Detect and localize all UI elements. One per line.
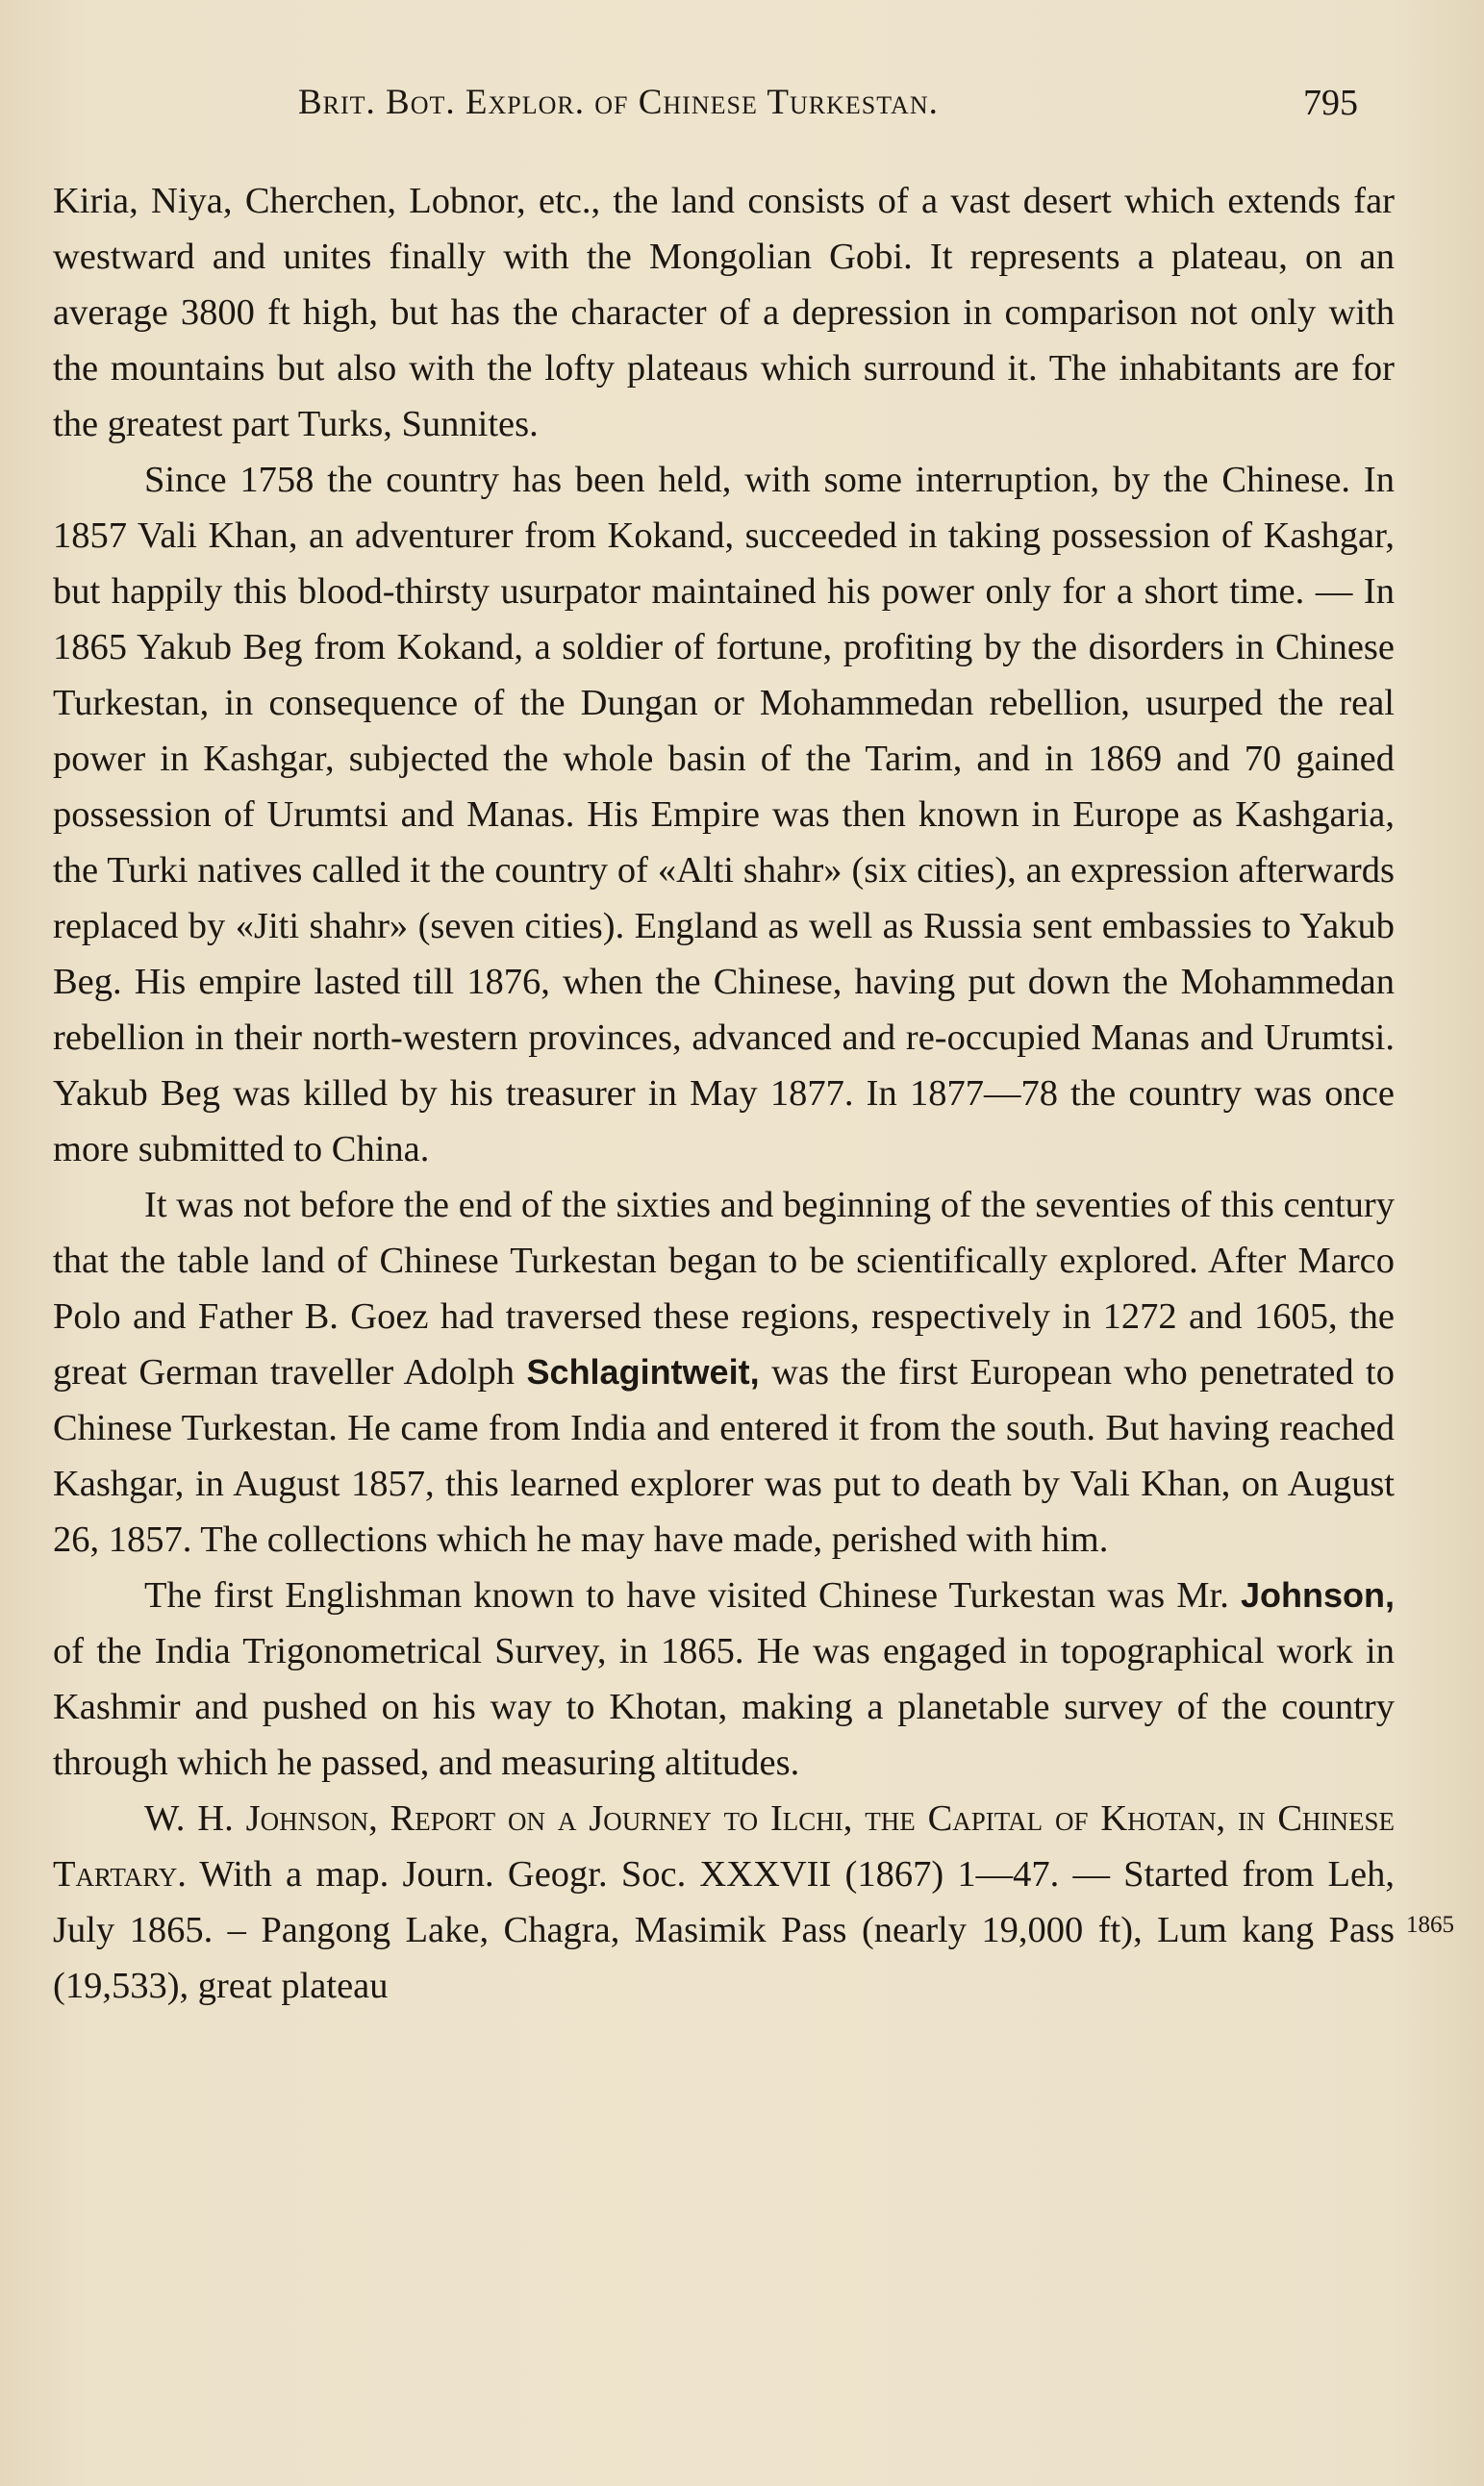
paragraph-1: Kiria, Niya, Cherchen, Lobnor, etc., the land consists of a vast desert which extends far westward and unites finally with the Mongolian Gobi. It represents a plateau, on an average 3800 ft high, but has the character of a depression in comparison not only with the mountains but also with the lofty plateaus which surround it. The inhabitants are for the greatest part Turks, Sunnites. <box>53 181 1395 444</box>
paragraph-3-text-a: It was not before the end of the sixties and beginning of the seventies of this century that the table land of Chinese Turkestan began to be scientifically explored. After Marco Polo and Father B. Goez had traversed these regions, respectively in 1272 and 1605, the great German traveller Adolph <box>53 1185 1395 1393</box>
paragraph-4-text-a: The first Englishman known to have visited Chinese Turkestan was Mr. <box>144 1575 1241 1616</box>
running-header: Brit. Bot. Explor. of Chinese Turkestan. <box>298 83 939 122</box>
reference-details: With a map. Journ. Geogr. Soc. XXXVII (1867) 1—47. — Started from Leh, July 1865. – Pangong Lake, Chagra, Masimik Pass (nearly 19,000 ft), Lum kang Pass (19,533), great plateau <box>53 1854 1395 2006</box>
paragraph-4-text-b: of the India Trigonometrical Survey, in 1865. He was engaged in topographical work in Kashmir and pushed on his way to Khotan, making a planetable survey of the country through which he passed, and measuring altitudes. <box>53 1631 1395 1783</box>
johnson-name: Johnson, <box>1241 1575 1395 1615</box>
reference-title: W. H. Johnson, Report on a Journey to Ilchi, the Capital of Khotan, in Chinese Tartary. <box>53 1798 1395 1895</box>
paragraph-5 <box>53 1791 1395 2014</box>
paragraph-2: Since 1758 the country has been held, with some interruption, by the Chinese. In 1857 Vali Khan, an adventurer from Kokand, succeeded in taking possession of Kashgar, but happily this blood-thirsty usurpator maintained his power only for a short time. — In 1865 Yakub Beg from Kokand, a soldier of fortune, profiting by the disorders in Chinese Turkestan, in consequence of the Dungan or Mohammedan rebellion, usurped the real power in Kashgar, subjected the whole basin of the Tarim, and in 1869 and 70 gained possession of Urumtsi and Manas. His Empire was then known in Europe as Kashgaria, the Turki natives called it the country of «Alti shahr» (six cities), an expression afterwards replaced by «Jiti shahr» (seven cities). England as well as Russia sent embassies to Yakub Beg. His empire lasted till 1876, when the Chinese, having put down the Mohammedan rebellion in their north-western provinces, advanced and re-occupied Manas and Urumtsi. Yakub Beg was killed by his treasurer in May 1877. In 1877—78 the country was once more submitted to China. <box>53 460 1395 1169</box>
page-number: 795 <box>1303 83 1358 123</box>
margin-year-note: 1865 <box>1406 1912 1454 1938</box>
paragraph-3-text-b: was the first European who penetrated to Chinese Turkestan. He came from India and entered it from the south. But having reached Kashgar, in August 1857, this learned explorer was put to death by Vali Khan, on August 26, 1857. The collections which he may have made, perished with him. <box>53 1352 1396 1560</box>
schlagintweit-name: Schlagintweit, <box>526 1352 760 1392</box>
paragraph-4 <box>53 1568 1395 1791</box>
paragraph-3 <box>53 1177 1395 1568</box>
body-text <box>53 173 1395 2014</box>
